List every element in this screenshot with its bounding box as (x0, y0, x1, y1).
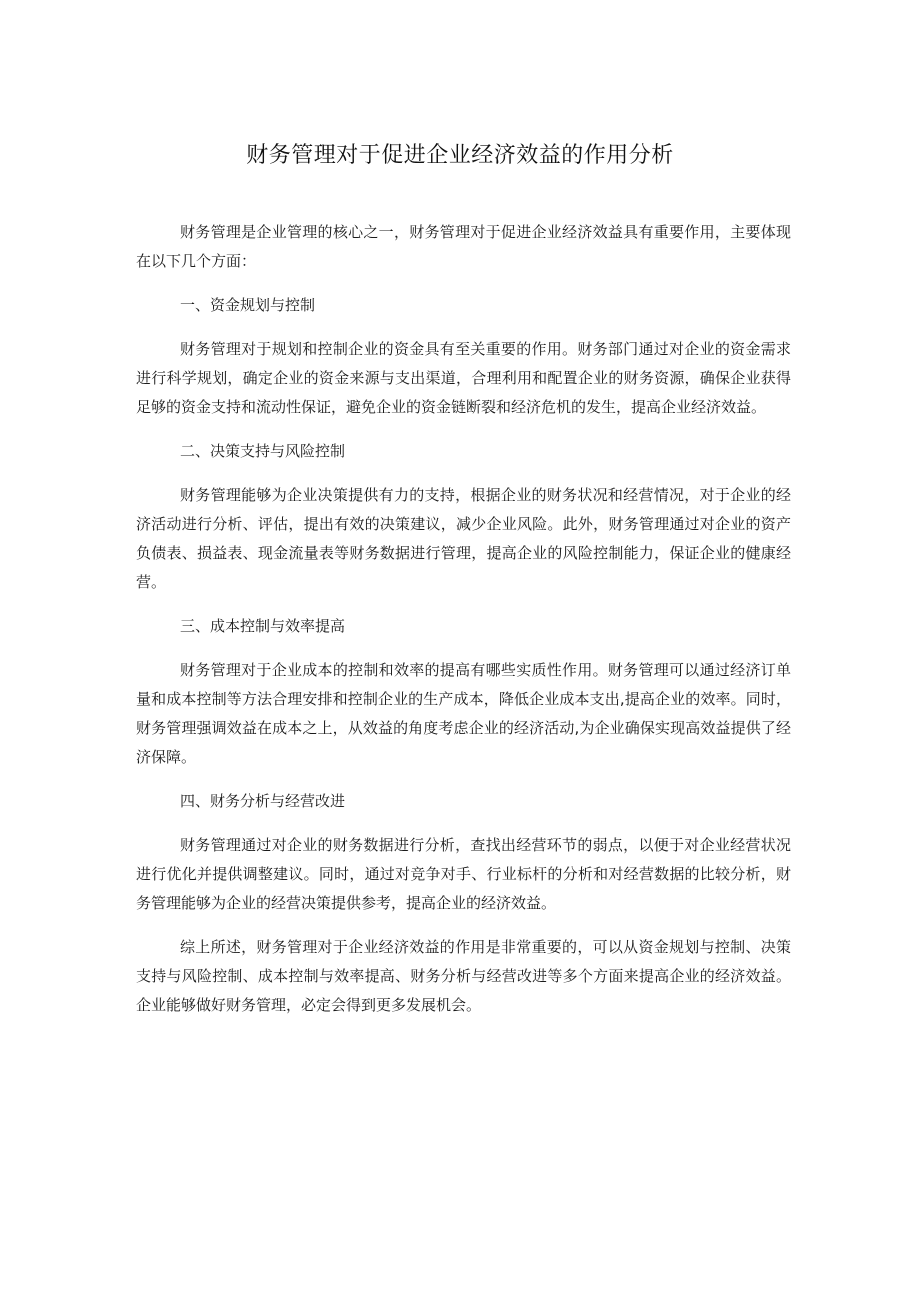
section-body-1: 财务管理对于规划和控制企业的资金具有至关重要的作用。财务部门通过对企业的资金需求进行科学规划，确定企业的资金来源与支出渠道，合理利用和配置企业的财务资源，确保企业获得足够的资金支持和流动性保证，避免企业的资金链断裂和经济危机的发生，提高企业经济效益。 (136, 340, 791, 416)
conclusion-paragraph: 综上所述，财务管理对于企业经济效益的作用是非常重要的，可以从资金规划与控制、决策支持与风险控制、成本控制与效率提高、财务分析与经营改进等多个方面来提高企业的经济效益。企业能够做好财务管理，必定会得到更多发展机会。 (136, 938, 791, 1014)
section-body-4: 财务管理通过对企业的财务数据进行分析，查找出经营环节的弱点，以便于对企业经营状况进行优化并提供调整建议。同时，通过对竞争对手、行业标杆的分析和对经营数据的比较分析，财务管理能够为企业的经营决策提供参考，提高企业的经济效益。 (136, 836, 791, 912)
section-heading-4: 四、财务分析与经营改进 (180, 792, 346, 810)
document-title: 财务管理对于促进企业经济效益的作用分析 (246, 143, 674, 168)
section-heading-2: 二、决策支持与风险控制 (180, 442, 346, 460)
section-body-2: 财务管理能够为企业决策提供有力的支持，根据企业的财务状况和经营情况，对于企业的经济活动进行分析、评估，提出有效的决策建议，减少企业风险。此外，财务管理通过对企业的资产负债表、损益表、现金流量表等财务数据进行管理，提高企业的风险控制能力，保证企业的健康经营。 (136, 486, 791, 591)
intro-paragraph: 财务管理是企业管理的核心之一，财务管理对于促进企业经济效益具有重要作用，主要体现在以下几个方面： (136, 223, 791, 270)
section-body-3: 财务管理对于企业成本的控制和效率的提高有哪些实质性作用。财务管理可以通过经济订单量和成本控制等方法合理安排和控制企业的生产成本，降低企业成本支出,提高企业的效率。同时，财务管理强调效益在成本之上，从效益的角度考虑企业的经济活动,为企业确保实现高效益提供了经济保障。 (136, 661, 791, 766)
section-heading-1: 一、资金规划与控制 (180, 296, 316, 314)
document-body (136, 218, 791, 1035)
section-heading-3: 三、成本控制与效率提高 (180, 617, 346, 635)
